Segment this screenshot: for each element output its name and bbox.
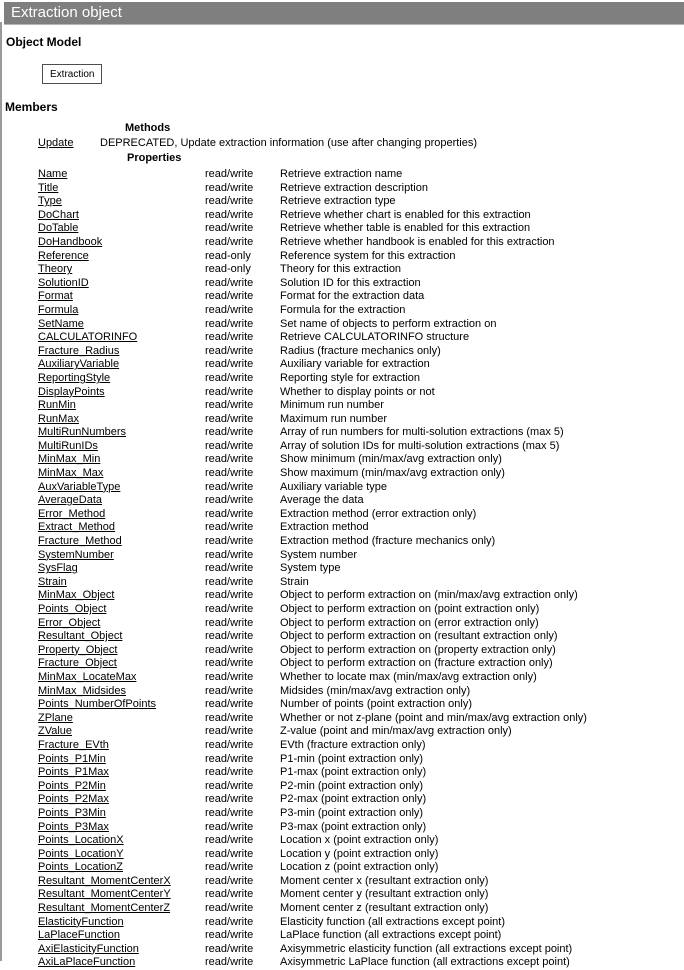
property-description: Formula for the extraction bbox=[280, 303, 406, 316]
property-row bbox=[0, 372, 684, 386]
property-row bbox=[0, 644, 684, 658]
property-access: read/write bbox=[205, 412, 254, 425]
property-access: read/write bbox=[205, 562, 254, 575]
property-row bbox=[0, 467, 684, 481]
property-row bbox=[0, 902, 684, 916]
property-row bbox=[0, 821, 684, 835]
property-description: Retrieve extraction description bbox=[280, 181, 428, 194]
property-description: Array of run numbers for multi-solution extractions (max 5) bbox=[280, 426, 564, 439]
property-link[interactable]: SolutionID bbox=[38, 276, 89, 289]
property-link[interactable]: ZPlane bbox=[38, 711, 73, 724]
property-access: read/write bbox=[205, 371, 254, 384]
property-description: Moment center z (resultant extraction only) bbox=[280, 902, 489, 915]
property-access: read/write bbox=[205, 847, 254, 860]
property-description: Show maximum (min/max/avg extraction only) bbox=[280, 467, 505, 480]
property-link[interactable]: DoTable bbox=[38, 222, 79, 235]
property-description: Maximum run number bbox=[280, 412, 387, 425]
property-description: Strain bbox=[280, 575, 309, 588]
property-access: read/write bbox=[205, 399, 254, 412]
property-description: Extraction method (error extraction only) bbox=[280, 507, 477, 520]
property-description: P3-min (point extraction only) bbox=[280, 806, 424, 819]
property-link[interactable]: Points_P2Max bbox=[38, 793, 109, 806]
property-access: read/write bbox=[205, 670, 254, 683]
property-access: read/write bbox=[205, 385, 254, 398]
property-description: Retrieve whether chart is enabled for this extraction bbox=[280, 208, 531, 221]
property-description: Moment center y (resultant extraction only) bbox=[280, 888, 489, 901]
property-row bbox=[0, 549, 684, 563]
property-link[interactable]: Fracture_Radius bbox=[38, 344, 120, 357]
property-access: read/write bbox=[205, 331, 254, 344]
property-description: Location y (point extraction only) bbox=[280, 847, 439, 860]
property-link[interactable]: Type bbox=[38, 195, 62, 208]
property-access: read/write bbox=[205, 181, 254, 194]
property-row bbox=[0, 753, 684, 767]
property-access: read/write bbox=[205, 208, 254, 221]
property-row bbox=[0, 793, 684, 807]
property-description: Reference system for this extraction bbox=[280, 249, 456, 262]
property-description: Show minimum (min/max/avg extraction only) bbox=[280, 453, 502, 466]
property-link[interactable]: Points_LocationY bbox=[38, 847, 124, 860]
property-row bbox=[0, 521, 684, 535]
property-link[interactable]: MultiRunNumbers bbox=[38, 426, 127, 439]
property-link[interactable]: RunMax bbox=[38, 412, 79, 425]
property-description: Retrieve whether table is enabled for this extraction bbox=[280, 222, 531, 235]
property-description: Retrieve whether handbook is enabled for this extraction bbox=[280, 235, 555, 248]
property-row bbox=[0, 617, 684, 631]
property-row bbox=[0, 562, 684, 576]
property-row bbox=[0, 807, 684, 821]
property-link[interactable]: ZValue bbox=[38, 725, 73, 738]
property-description: Number of points (point extraction only) bbox=[280, 698, 472, 711]
property-description: Z-value (point and min/max/avg extraction only) bbox=[280, 725, 512, 738]
property-access: read/write bbox=[205, 684, 254, 697]
properties-table bbox=[0, 168, 684, 970]
property-link[interactable]: Fracture_Method bbox=[38, 535, 122, 548]
property-row bbox=[0, 956, 684, 970]
property-description: Whether or not z-plane (point and min/max/avg extraction only) bbox=[280, 711, 587, 724]
property-access: read/write bbox=[205, 276, 254, 289]
property-row bbox=[0, 440, 684, 454]
property-link[interactable]: MultiRunIDs bbox=[38, 439, 98, 452]
property-description: Auxiliary variable for extraction bbox=[280, 358, 430, 371]
property-row bbox=[0, 182, 684, 196]
property-row bbox=[0, 250, 684, 264]
property-access: read/write bbox=[205, 467, 254, 480]
property-link[interactable]: Points_P3Min bbox=[38, 806, 106, 819]
property-link[interactable]: Resultant_MomentCenterY bbox=[38, 888, 171, 901]
property-row bbox=[0, 712, 684, 726]
property-access: read/write bbox=[205, 168, 254, 180]
property-description: Object to perform extraction on (resultant extraction only) bbox=[280, 630, 558, 643]
property-access: read/write bbox=[205, 915, 254, 928]
property-row bbox=[0, 236, 684, 250]
property-link[interactable]: MinMax_LocateMax bbox=[38, 670, 137, 683]
property-link[interactable]: Points_P1Min bbox=[38, 752, 106, 765]
property-description: Axisymmetric LaPlace function (all extractions except point) bbox=[280, 956, 570, 969]
property-link[interactable]: Resultant_MomentCenterZ bbox=[38, 902, 171, 915]
property-description: Set name of objects to perform extraction on bbox=[280, 317, 497, 330]
property-link[interactable]: AuxVariableType bbox=[38, 480, 121, 493]
property-row bbox=[0, 685, 684, 699]
property-link[interactable]: SysFlag bbox=[38, 562, 78, 575]
property-access: read/write bbox=[205, 766, 254, 779]
property-access: read/write bbox=[205, 752, 254, 765]
object-model-heading: Object Model bbox=[6, 35, 82, 49]
property-link[interactable]: Points_Object bbox=[38, 603, 107, 615]
property-row bbox=[0, 916, 684, 930]
property-description: Object to perform extraction on (property extraction only) bbox=[280, 643, 556, 656]
property-link[interactable]: MinMax_Min bbox=[38, 453, 101, 466]
methods-heading: Methods bbox=[125, 122, 171, 134]
property-link[interactable]: Theory bbox=[38, 263, 73, 276]
property-description: Reporting style for extraction bbox=[280, 371, 421, 384]
property-access: read/write bbox=[205, 630, 254, 643]
property-link[interactable]: MinMax_Max bbox=[38, 467, 104, 480]
property-link[interactable]: ElasticityFunction bbox=[38, 915, 124, 928]
property-access: read/write bbox=[205, 902, 254, 915]
property-row bbox=[0, 304, 684, 318]
property-access: read/write bbox=[205, 738, 254, 751]
property-link[interactable]: SystemNumber bbox=[38, 548, 114, 561]
property-link[interactable]: Points_P2Min bbox=[38, 779, 106, 792]
property-link[interactable]: MinMax_Midsides bbox=[38, 684, 127, 697]
property-description: Location z (point extraction only) bbox=[280, 861, 439, 874]
property-link[interactable]: Points_P1Max bbox=[38, 766, 109, 779]
property-description: Elasticity function (all extractions except point) bbox=[280, 915, 505, 928]
property-link[interactable]: AuxiliaryVariable bbox=[38, 358, 120, 371]
property-row bbox=[0, 453, 684, 467]
property-row bbox=[0, 494, 684, 508]
property-row bbox=[0, 481, 684, 495]
property-access: read-only bbox=[205, 249, 251, 262]
property-access: read/write bbox=[205, 820, 254, 833]
property-access: read/write bbox=[205, 426, 254, 439]
property-link[interactable]: RunMin bbox=[38, 399, 76, 412]
property-row bbox=[0, 766, 684, 780]
property-description: P2-max (point extraction only) bbox=[280, 793, 427, 806]
property-row bbox=[0, 630, 684, 644]
property-access: read/write bbox=[205, 303, 254, 316]
property-link[interactable]: SetName bbox=[38, 317, 84, 330]
property-link[interactable]: Property_Object bbox=[38, 643, 118, 656]
property-row bbox=[0, 834, 684, 848]
property-access: read/write bbox=[205, 453, 254, 466]
property-access: read/write bbox=[205, 195, 254, 208]
property-access: read/write bbox=[205, 874, 254, 887]
property-description: LaPlace function (all extractions except point) bbox=[280, 929, 502, 942]
property-row bbox=[0, 331, 684, 345]
property-access: read/write bbox=[205, 589, 254, 602]
property-description: Theory for this extraction bbox=[280, 263, 402, 276]
property-row bbox=[0, 657, 684, 671]
property-row bbox=[0, 861, 684, 875]
property-description: Auxiliary variable type bbox=[280, 480, 387, 493]
property-row bbox=[0, 290, 684, 304]
property-row bbox=[0, 168, 684, 182]
property-row bbox=[0, 386, 684, 400]
property-row bbox=[0, 943, 684, 957]
property-description: Object to perform extraction on (error extraction only) bbox=[280, 616, 539, 629]
property-access: read/write bbox=[205, 222, 254, 235]
method-link-update[interactable]: Update bbox=[38, 137, 74, 149]
property-description: Minimum run number bbox=[280, 399, 384, 412]
property-row bbox=[0, 725, 684, 739]
property-row bbox=[0, 195, 684, 209]
property-access: read/write bbox=[205, 317, 254, 330]
property-access: read/write bbox=[205, 929, 254, 942]
property-row bbox=[0, 413, 684, 427]
property-access: read/write bbox=[205, 521, 254, 534]
property-description: Extraction method (fracture mechanics only) bbox=[280, 535, 496, 548]
property-access: read/write bbox=[205, 603, 254, 615]
property-row bbox=[0, 318, 684, 332]
property-link[interactable]: Format bbox=[38, 290, 73, 303]
property-row bbox=[0, 875, 684, 889]
property-link[interactable]: DisplayPoints bbox=[38, 385, 105, 398]
property-access: read/write bbox=[205, 575, 254, 588]
property-description: Whether to locate max (min/max/avg extraction only) bbox=[280, 670, 537, 683]
property-access: read/write bbox=[205, 806, 254, 819]
property-description: Object to perform extraction on (fracture extraction only) bbox=[280, 657, 553, 670]
property-row bbox=[0, 209, 684, 223]
property-row bbox=[0, 848, 684, 862]
property-access: read/write bbox=[205, 494, 254, 507]
property-access: read/write bbox=[205, 942, 254, 955]
property-row bbox=[0, 358, 684, 372]
property-access: read/write bbox=[205, 643, 254, 656]
property-link[interactable]: MinMax_Object bbox=[38, 589, 115, 602]
property-link[interactable]: Error_Method bbox=[38, 507, 106, 520]
property-link[interactable]: Points_LocationZ bbox=[38, 861, 123, 874]
property-access: read/write bbox=[205, 793, 254, 806]
property-description: Retrieve extraction name bbox=[280, 168, 403, 180]
property-description: Axisymmetric elasticity function (all extractions except point) bbox=[280, 942, 573, 955]
property-description: Array of solution IDs for multi-solution extractions (max 5) bbox=[280, 439, 560, 452]
property-description: Object to perform extraction on (point extraction only) bbox=[280, 603, 540, 615]
property-link[interactable]: AxiElasticityFunction bbox=[38, 942, 139, 955]
property-row bbox=[0, 277, 684, 291]
property-row bbox=[0, 671, 684, 685]
property-link[interactable]: CALCULATORINFO bbox=[38, 331, 138, 344]
property-access: read/write bbox=[205, 480, 254, 493]
property-description: Midsides (min/max/avg extraction only) bbox=[280, 684, 471, 697]
property-row bbox=[0, 222, 684, 236]
property-description: P3-max (point extraction only) bbox=[280, 820, 427, 833]
property-row bbox=[0, 739, 684, 753]
property-row bbox=[0, 426, 684, 440]
property-access: read/write bbox=[205, 779, 254, 792]
property-access: read/write bbox=[205, 888, 254, 901]
property-access: read/write bbox=[205, 548, 254, 561]
property-access: read/write bbox=[205, 290, 254, 303]
property-description: Average the data bbox=[280, 494, 364, 507]
property-access: read/write bbox=[205, 439, 254, 452]
property-description: System type bbox=[280, 562, 341, 575]
property-row bbox=[0, 576, 684, 590]
property-access: read/write bbox=[205, 616, 254, 629]
property-link[interactable]: Reference bbox=[38, 249, 89, 262]
property-link[interactable]: Fracture_EVth bbox=[38, 738, 109, 751]
property-link[interactable]: Resultant_MomentCenterX bbox=[38, 874, 171, 887]
property-access: read/write bbox=[205, 507, 254, 520]
property-description: P2-min (point extraction only) bbox=[280, 779, 424, 792]
property-access: read/write bbox=[205, 657, 254, 670]
members-heading: Members bbox=[5, 100, 58, 114]
property-link[interactable]: LaPlaceFunction bbox=[38, 929, 120, 942]
property-link[interactable]: Extract_Method bbox=[38, 521, 116, 534]
property-row bbox=[0, 603, 684, 617]
property-description: P1-min (point extraction only) bbox=[280, 752, 424, 765]
property-row bbox=[0, 263, 684, 277]
property-description: Moment center x (resultant extraction only) bbox=[280, 874, 489, 887]
property-description: Extraction method bbox=[280, 521, 369, 534]
property-description: Retrieve CALCULATORINFO structure bbox=[280, 331, 470, 344]
property-link[interactable]: DoHandbook bbox=[38, 235, 103, 248]
property-link[interactable]: DoChart bbox=[38, 208, 79, 221]
property-link[interactable]: Formula bbox=[38, 303, 79, 316]
property-link[interactable]: AxiLaPlaceFunction bbox=[38, 956, 136, 969]
property-link[interactable]: Error_Object bbox=[38, 616, 101, 629]
property-link[interactable]: Points_P3Max bbox=[38, 820, 109, 833]
property-access: read-only bbox=[205, 263, 251, 276]
property-link[interactable]: Name bbox=[38, 168, 68, 180]
properties-heading: Properties bbox=[127, 152, 182, 164]
property-access: read/write bbox=[205, 711, 254, 724]
property-access: read/write bbox=[205, 344, 254, 357]
property-link[interactable]: Fracture_Object bbox=[38, 657, 117, 670]
property-row bbox=[0, 698, 684, 712]
property-row bbox=[0, 888, 684, 902]
property-description: EVth (fracture extraction only) bbox=[280, 738, 426, 751]
property-link[interactable]: Title bbox=[38, 181, 59, 194]
property-access: read/write bbox=[205, 535, 254, 548]
property-description: Radius (fracture mechanics only) bbox=[280, 344, 441, 357]
property-access: read/write bbox=[205, 358, 254, 371]
object-model-extraction-node[interactable]: Extraction bbox=[42, 64, 102, 84]
property-link[interactable]: Strain bbox=[38, 575, 67, 588]
property-row bbox=[0, 929, 684, 943]
property-description: Object to perform extraction on (min/max/avg extraction only) bbox=[280, 589, 578, 602]
page-title: Extraction object bbox=[4, 2, 684, 25]
property-row bbox=[0, 780, 684, 794]
property-link[interactable]: Resultant_Object bbox=[38, 630, 123, 643]
property-description: Solution ID for this extraction bbox=[280, 276, 421, 289]
property-link[interactable]: ReportingStyle bbox=[38, 371, 111, 384]
property-row bbox=[0, 345, 684, 359]
method-row bbox=[0, 137, 684, 151]
property-access: read/write bbox=[205, 834, 254, 847]
property-row bbox=[0, 589, 684, 603]
property-description: Location x (point extraction only) bbox=[280, 834, 439, 847]
property-description: Retrieve extraction type bbox=[280, 195, 396, 208]
property-description: Format for the extraction data bbox=[280, 290, 425, 303]
property-description: System number bbox=[280, 548, 358, 561]
property-row bbox=[0, 535, 684, 549]
property-access: read/write bbox=[205, 725, 254, 738]
property-row bbox=[0, 508, 684, 522]
method-description: DEPRECATED, Update extraction information (use after changing properties) bbox=[100, 137, 478, 149]
property-access: read/write bbox=[205, 956, 254, 969]
property-row bbox=[0, 399, 684, 413]
property-description: P1-max (point extraction only) bbox=[280, 766, 427, 779]
property-link[interactable]: Points_NumberOfPoints bbox=[38, 698, 156, 711]
property-description: Whether to display points or not bbox=[280, 385, 435, 398]
property-link[interactable]: AverageData bbox=[38, 494, 103, 507]
property-access: read/write bbox=[205, 698, 254, 711]
property-link[interactable]: Points_LocationX bbox=[38, 834, 124, 847]
property-access: read/write bbox=[205, 861, 254, 874]
property-access: read/write bbox=[205, 235, 254, 248]
